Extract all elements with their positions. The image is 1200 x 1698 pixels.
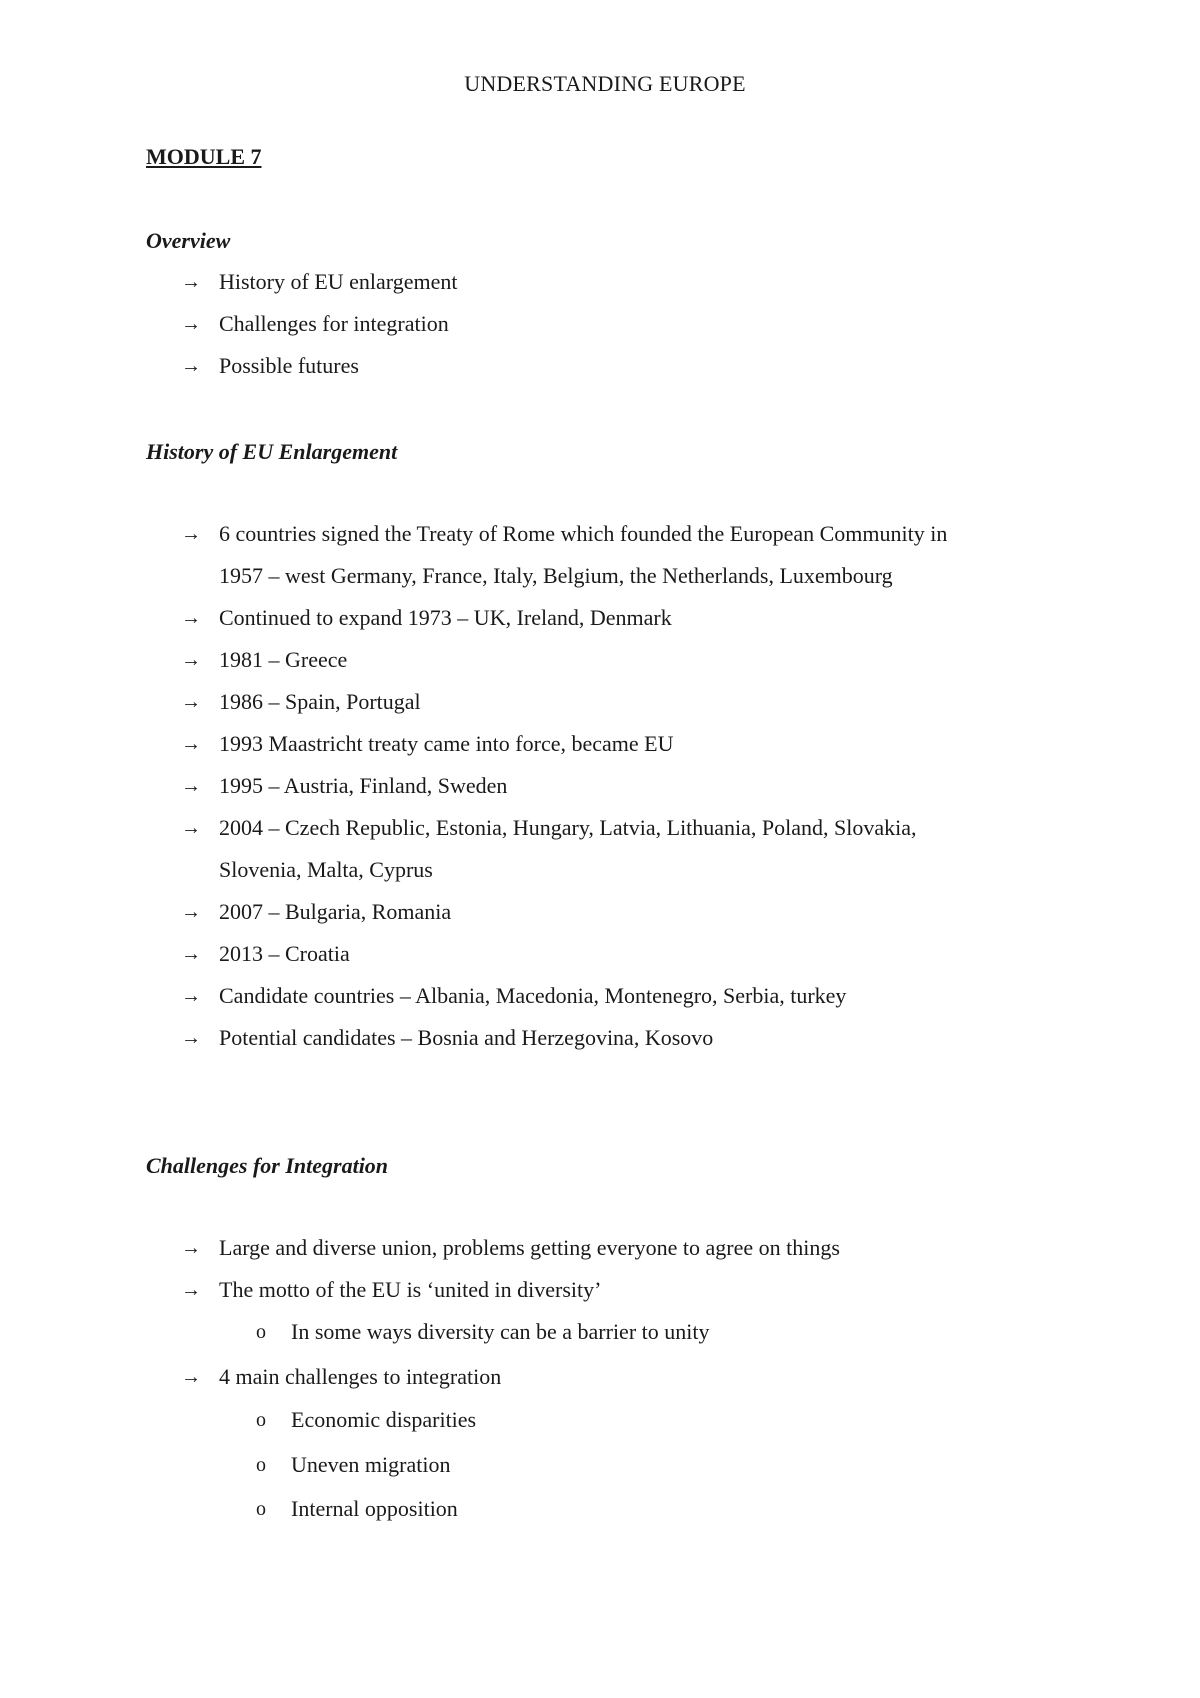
arrow-bullet-icon: → <box>181 1366 201 1388</box>
history-item: 1981 – Greece <box>219 647 348 672</box>
circle-bullet-icon: o <box>256 1454 266 1476</box>
arrow-bullet-icon: → <box>181 649 201 671</box>
challenges-heading: Challenges for Integration <box>146 1153 389 1178</box>
arrow-bullet-icon: → <box>181 691 201 713</box>
challenges-subitem: Internal opposition <box>291 1496 458 1521</box>
history-item: 6 countries signed the Treaty of Rome which founded the European Community in <box>219 521 948 546</box>
module-heading: MODULE 7 <box>146 144 262 169</box>
circle-bullet-icon: o <box>256 1498 266 1520</box>
arrow-bullet-icon: → <box>181 733 201 755</box>
challenges-item: 4 main challenges to integration <box>219 1364 502 1389</box>
overview-item: Possible futures <box>219 353 359 378</box>
challenges-subitem: Economic disparities <box>291 1407 477 1432</box>
history-item: Potential candidates – Bosnia and Herzegovina, Kosovo <box>219 1025 714 1050</box>
document-title: UNDERSTANDING EUROPE <box>464 71 746 96</box>
arrow-bullet-icon: → <box>181 985 201 1007</box>
arrow-bullet-icon: → <box>181 817 201 839</box>
challenges-item: Large and diverse union, problems getting everyone to agree on things <box>219 1235 840 1260</box>
arrow-bullet-icon: → <box>181 271 201 293</box>
history-item: 2007 – Bulgaria, Romania <box>219 899 452 924</box>
history-heading: History of EU Enlargement <box>146 439 398 464</box>
history-item: 2013 – Croatia <box>219 941 350 966</box>
challenges-subitem: In some ways diversity can be a barrier to unity <box>291 1319 710 1344</box>
overview-heading: Overview <box>146 228 231 253</box>
arrow-bullet-icon: → <box>181 313 201 335</box>
arrow-bullet-icon: → <box>181 523 201 545</box>
arrow-bullet-icon: → <box>181 355 201 377</box>
circle-bullet-icon: o <box>256 1321 266 1343</box>
history-item-continuation: Slovenia, Malta, Cyprus <box>219 857 433 882</box>
challenges-item: The motto of the EU is ‘united in diversity’ <box>219 1277 602 1302</box>
arrow-bullet-icon: → <box>181 1237 201 1259</box>
arrow-bullet-icon: → <box>181 943 201 965</box>
history-item: 1986 – Spain, Portugal <box>219 689 421 714</box>
circle-bullet-icon: o <box>256 1409 266 1431</box>
history-item-continuation: 1957 – west Germany, France, Italy, Belgium, the Netherlands, Luxembourg <box>219 563 893 588</box>
history-item: Candidate countries – Albania, Macedonia, Montenegro, Serbia, turkey <box>219 983 847 1008</box>
arrow-bullet-icon: → <box>181 607 201 629</box>
overview-item: History of EU enlargement <box>219 269 458 294</box>
history-item: Continued to expand 1973 – UK, Ireland, Denmark <box>219 605 672 630</box>
history-item: 1993 Maastricht treaty came into force, became EU <box>219 731 674 756</box>
arrow-bullet-icon: → <box>181 1027 201 1049</box>
overview-item: Challenges for integration <box>219 311 449 336</box>
history-item: 2004 – Czech Republic, Estonia, Hungary, Latvia, Lithuania, Poland, Slovakia, <box>219 815 917 840</box>
arrow-bullet-icon: → <box>181 775 201 797</box>
challenges-subitem: Uneven migration <box>291 1452 451 1477</box>
arrow-bullet-icon: → <box>181 901 201 923</box>
history-item: 1995 – Austria, Finland, Sweden <box>219 773 508 798</box>
arrow-bullet-icon: → <box>181 1279 201 1301</box>
